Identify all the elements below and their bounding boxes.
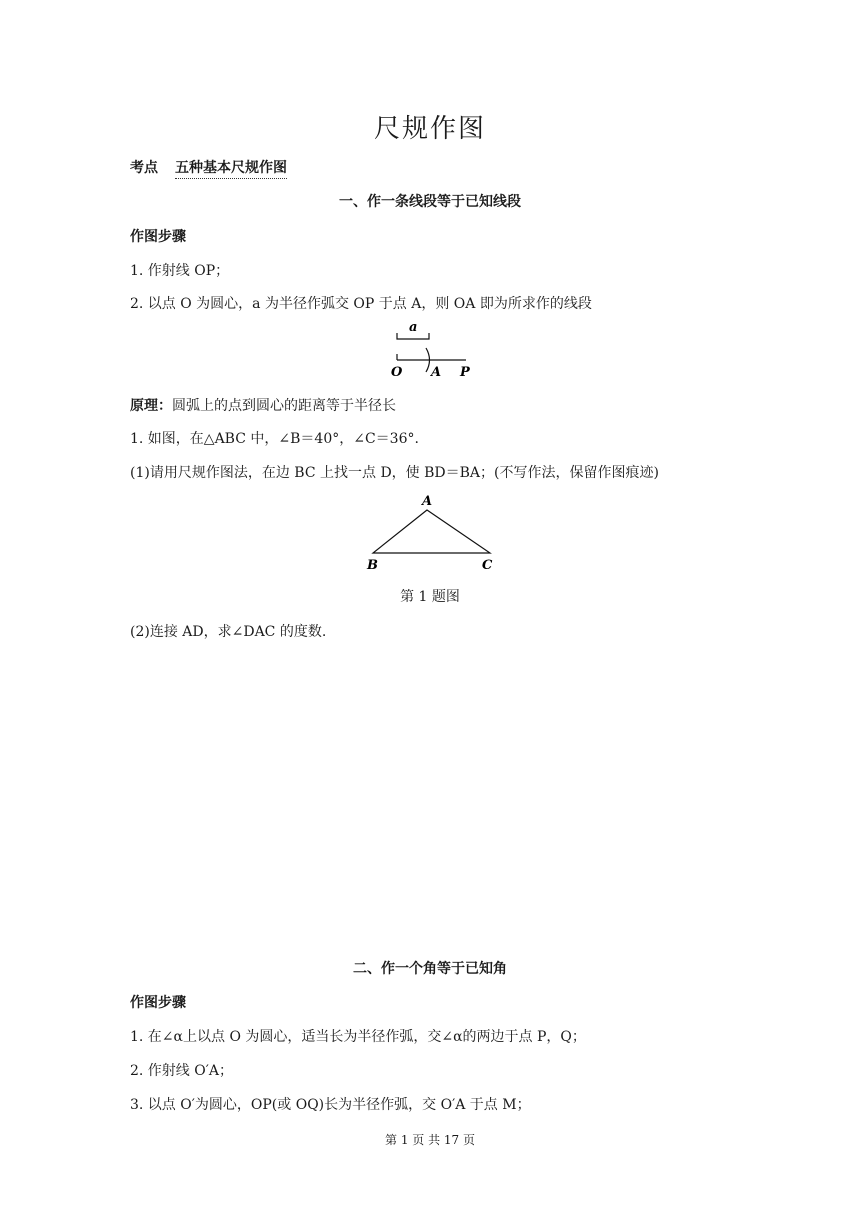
principle-label: 原理： [130,398,172,414]
triangle-label-b: B [367,558,378,573]
problem1-stem: 1. 如图，在△ABC 中，∠B＝40°，∠C＝36°. [130,431,419,447]
problem1-part1: (1)请用尺规作图法，在边 BC 上找一点 D，使 BD＝BA；(不写作法，保留作图痕迹) [130,465,659,481]
section2-heading: 二、作一个角等于已知角 [353,961,507,977]
figure-label-a-point: A [431,365,442,380]
section2-step3: 3. 以点 O′为圆心，OP(或 OQ)长为半径作弧，交 O′A 于点 M； [130,1097,531,1113]
triangle-label-c: C [482,558,493,573]
principle [130,395,396,415]
figure-label-o: O [391,365,403,380]
section2-step1: 1. 在∠α上以点 O 为圆心，适当长为半径作弧，交∠α的两边于点 P，Q； [130,1029,586,1045]
section2-step2: 2. 作射线 O′A； [130,1063,234,1079]
problem1-part2: (2)连接 AD，求∠DAC 的度数. [130,624,327,640]
segment-construction-figure [380,318,490,382]
triangle-abc [373,510,490,553]
triangle-label-a: A [422,494,433,509]
section1-step1: 1. 作射线 OP； [130,263,230,279]
kaodian-topic: 五种基本尺规作图 [175,157,287,179]
figure-label-a: a [409,320,418,335]
triangle-abc-figure [360,490,500,574]
figure-label-p: P [460,365,470,380]
principle-text: 圆弧上的点到圆心的距离等于半径长 [172,398,396,414]
section1-steps-label: 作图步骤 [130,229,186,245]
page-footer: 第 1 页 共 17 页 [385,1133,475,1147]
figure1-caption: 第 1 题图 [400,589,460,605]
section1-heading: 一、作一条线段等于已知线段 [339,194,521,210]
kaodian-label: 考点 [130,160,158,176]
section1-step2: 2. 以点 O 为圆心，a 为半径作弧交 OP 于点 A，则 OA 即为所求作的线段 [130,296,592,312]
section2-steps-label: 作图步骤 [130,995,186,1011]
page-title: 尺规作图 [373,114,486,144]
